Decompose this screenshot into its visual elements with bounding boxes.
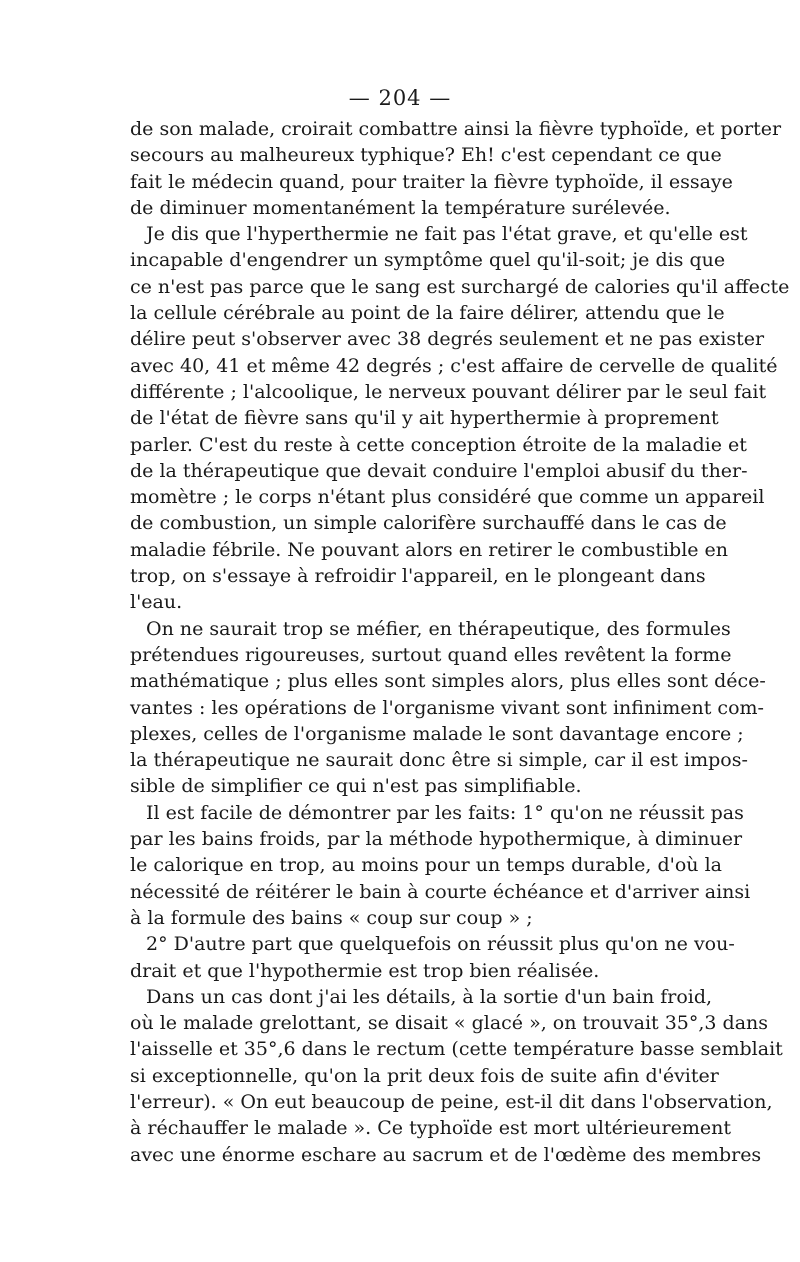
text-line: ce n'est pas parce que le sang est surchargé de calories qu'il affecte	[130, 275, 790, 298]
text-line: secours au malheureux typhique? Eh! c'est cependant ce que	[130, 144, 722, 167]
text-line: de l'état de fièvre sans qu'il y ait hyperthermie à proprement	[130, 407, 719, 430]
text-line: plexes, celles de l'organisme malade le sont davantage encore ;	[130, 722, 744, 745]
text-line: l'eau.	[130, 591, 183, 614]
text-line: incapable d'engendrer un symptôme quel qu'il-soit; je dis que	[130, 249, 726, 272]
text-line: fait le médecin quand, pour traiter la fièvre typhoïde, il essaye	[130, 170, 733, 193]
text-line: délire peut s'observer avec 38 degrés seulement et ne pas exister	[130, 328, 765, 351]
text-line: de la thérapeutique que devait conduire l'emploi abusif du ther-	[130, 459, 748, 482]
text-line: maladie fébrile. Ne pouvant alors en retirer le combustible en	[130, 538, 729, 561]
text-line: mathématique ; plus elles sont simples alors, plus elles sont déce-	[130, 670, 766, 693]
text-line: de son malade, croirait combattre ainsi la fièvre typhoïde, et porter	[130, 118, 782, 140]
text-line: 2° D'autre part que quelquefois on réussit plus qu'on ne vou-	[146, 933, 735, 956]
text-line: vantes : les opérations de l'organisme vivant sont infiniment com-	[130, 696, 764, 719]
text-line: Il est facile de démontrer par les faits: 1° qu'on ne réussit pas	[146, 801, 744, 824]
text-line: Dans un cas dont j'ai les détails, à la sortie d'un bain froid,	[146, 985, 713, 1008]
text-line: de combustion, un simple calorifère surchauffé dans le cas de	[130, 512, 727, 535]
text-line: Je dis que l'hyperthermie ne fait pas l'état grave, et qu'elle est	[146, 223, 748, 246]
text-line: nécessité de réitérer le bain à courte échéance et d'arriver ainsi	[130, 880, 751, 903]
text-line: à la formule des bains « coup sur coup » ;	[130, 906, 533, 929]
text-line: momètre ; le corps n'étant plus considéré que comme un appareil	[130, 486, 765, 509]
text-line: l'aisselle et 35°,6 dans le rectum (cette température basse semblait	[130, 1038, 783, 1061]
text-line: avec 40, 41 et même 42 degrés ; c'est affaire de cervelle de qualité	[130, 354, 778, 377]
text-line: drait et que l'hypothermie est trop bien réalisée.	[130, 959, 600, 982]
text-line: sible de simplifier ce qui n'est pas simplifiable.	[130, 775, 582, 798]
text-line: On ne saurait trop se méfier, en thérapeutique, des formules	[146, 617, 731, 640]
text-line: le calorique en trop, au moins pour un temps durable, d'où la	[130, 854, 722, 877]
text-line: où le malade grelottant, se disait « glacé », on trouvait 35°,3 dans	[130, 1012, 769, 1035]
text-line: trop, on s'essaye à refroidir l'appareil, en le plongeant dans	[130, 565, 706, 588]
text-line: différente ; l'alcoolique, le nerveux pouvant délirer par le seul fait	[130, 380, 767, 403]
text-line: par les bains froids, par la méthode hypothermique, à diminuer	[130, 828, 743, 851]
text-line: si exceptionnelle, qu'on la prit deux fois de suite afin d'éviter	[130, 1064, 719, 1087]
text-line: de diminuer momentanément la température surélevée.	[130, 196, 671, 219]
text-line: la thérapeutique ne saurait donc être si simple, car il est impos-	[130, 749, 748, 772]
text-line: avec une énorme eschare au sacrum et de l'œdème des membres	[130, 1143, 762, 1166]
text-line: à réchauffer le malade ». Ce typhoïde est mort ultérieurement	[130, 1117, 731, 1140]
page-number: — 204 —	[348, 86, 452, 110]
text-line: prétendues rigoureuses, surtout quand elles revêtent la forme	[130, 643, 732, 666]
body-text	[130, 116, 790, 1168]
text-line: la cellule cérébrale au point de la faire délirer, attendu que le	[130, 302, 725, 325]
text-line: l'erreur). « On eut beaucoup de peine, est-il dit dans l'observation,	[130, 1090, 773, 1113]
text-line: parler. C'est du reste à cette conception étroite de la maladie et	[130, 433, 747, 456]
